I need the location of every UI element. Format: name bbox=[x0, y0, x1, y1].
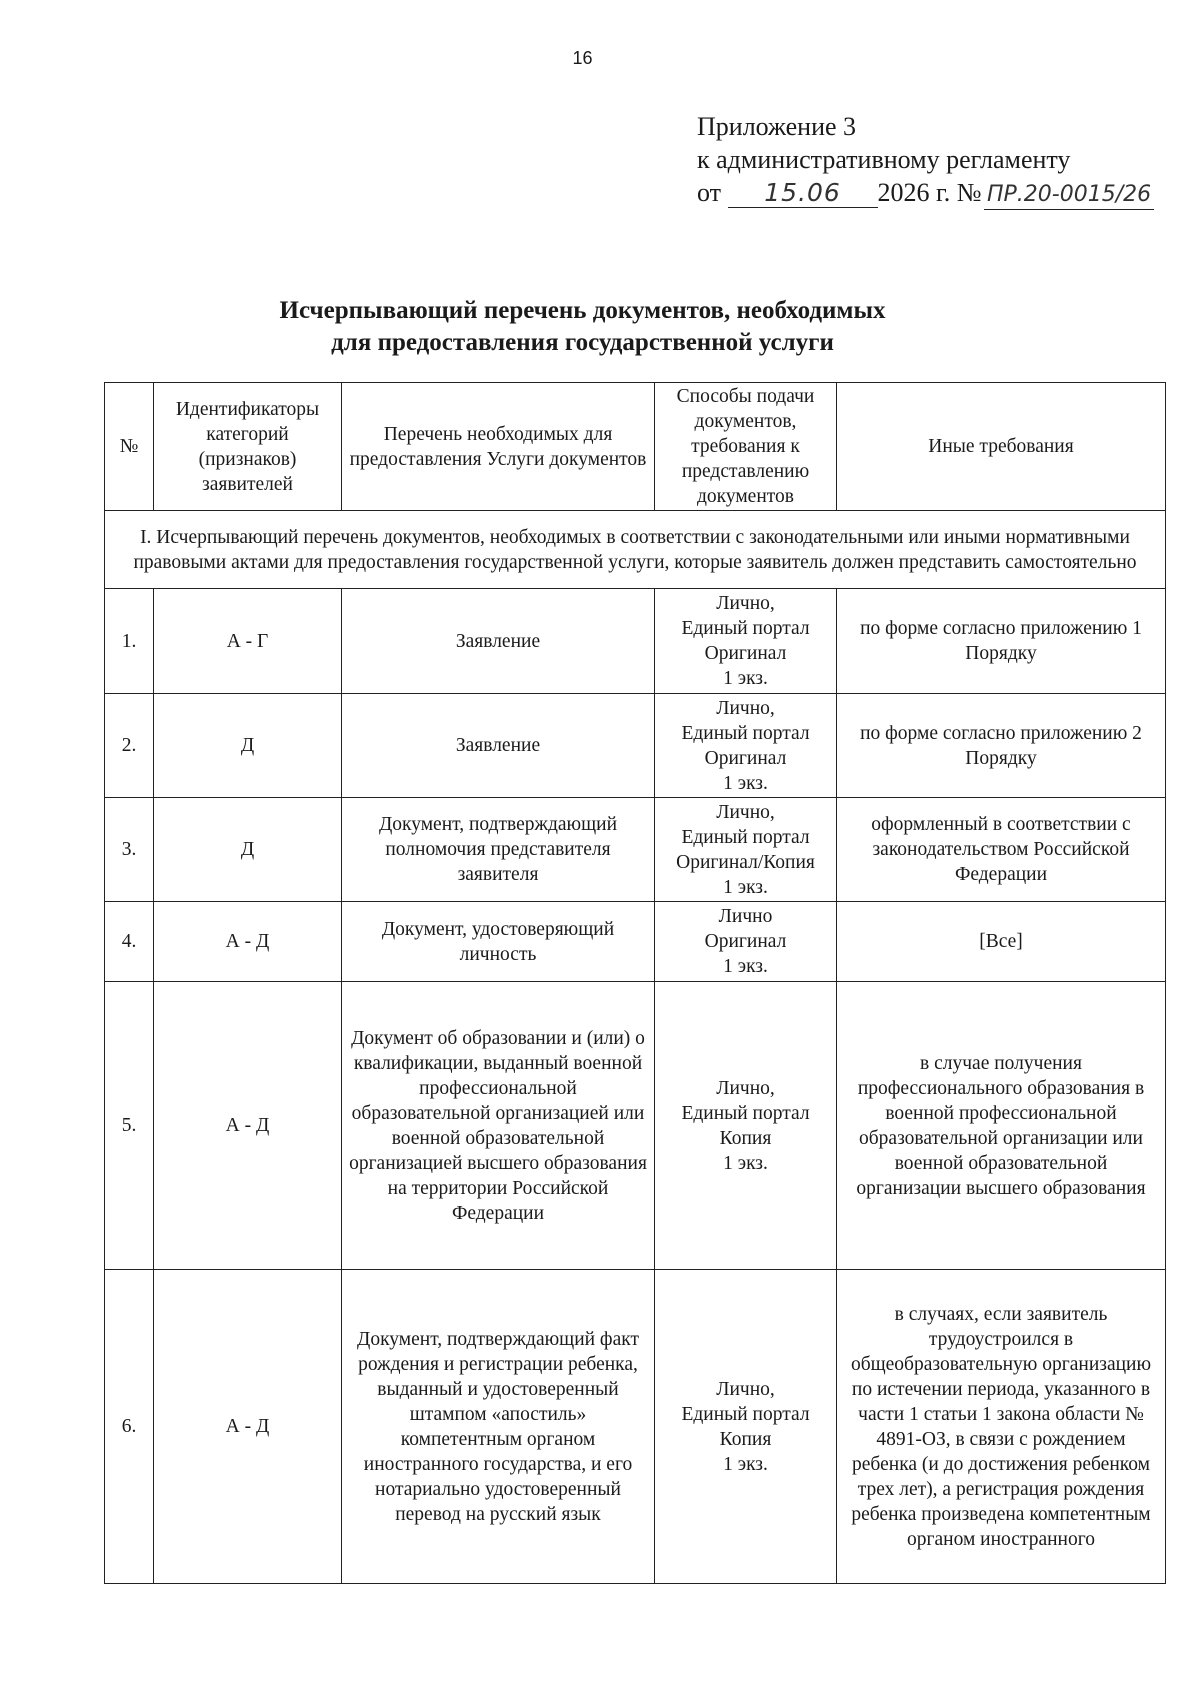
table-row bbox=[105, 589, 1166, 694]
row-requirements: в случае получения профессионального образования в военной профессиональной образовательной организации или военной образовательной организации высшего образования bbox=[837, 982, 1166, 1270]
method-line: Лично, bbox=[716, 1077, 775, 1099]
handwritten-number: ПР.20-0015/26 bbox=[987, 182, 1152, 207]
table-row bbox=[105, 694, 1166, 798]
method-line: Единый портал bbox=[681, 722, 810, 744]
method-line: Единый портал bbox=[681, 618, 810, 639]
document-title bbox=[0, 295, 1165, 359]
method-line: Копия bbox=[719, 1428, 772, 1450]
row-document: Документ, подтверждающий полномочия представителя заявителя bbox=[342, 798, 655, 902]
row-methods bbox=[655, 902, 837, 982]
row-num: 6. bbox=[105, 1270, 154, 1584]
row-category: А - Д bbox=[154, 982, 342, 1270]
appendix-subtitle: к административному регламенту bbox=[697, 145, 1071, 174]
page-number: 16 bbox=[572, 48, 593, 68]
row-category: А - Д bbox=[154, 902, 342, 982]
method-line: 1 экз. bbox=[723, 772, 768, 794]
header-categories: Идентификаторы категорий (признаков) заявителей bbox=[154, 383, 342, 511]
appendix-date-line bbox=[697, 176, 1154, 210]
row-methods bbox=[655, 589, 837, 694]
row-num: 5. bbox=[105, 982, 154, 1270]
method-line: 1 экз. bbox=[723, 876, 768, 898]
number-blank bbox=[984, 179, 1154, 210]
header-row bbox=[105, 383, 1166, 511]
header-num: № bbox=[105, 383, 154, 511]
row-num: 3. bbox=[105, 798, 154, 902]
section-title: I. Исчерпывающий перечень документов, необходимых в соответствии с законодательными или иными нормативными правовыми актами для предоставления государственной услуги, которые заявитель должен представить самостоятельно bbox=[105, 511, 1166, 589]
method-line: Единый портал bbox=[681, 826, 810, 848]
table-row bbox=[105, 982, 1166, 1270]
row-methods bbox=[655, 798, 837, 902]
method-line: Копия bbox=[719, 1127, 772, 1149]
handwritten-date: 15.06 bbox=[764, 178, 841, 207]
method-line: 1 экз. bbox=[723, 1152, 768, 1174]
method-line: 1 экз. bbox=[723, 1453, 768, 1475]
row-category: А - Д bbox=[154, 1270, 342, 1584]
table-row bbox=[105, 798, 1166, 902]
header-requirements: Иные требования bbox=[837, 383, 1166, 511]
row-methods bbox=[655, 1270, 837, 1584]
row-requirements: [Все] bbox=[837, 902, 1166, 982]
row-document: Документ, подтверждающий факт рождения и регистрации ребенка, выданный и удостоверенный штампом «апостиль» компетентным органом иностранного государства, и его нотариально удостоверенный перевод на русский язык bbox=[342, 1270, 655, 1584]
date-prefix: от bbox=[697, 178, 722, 207]
row-methods bbox=[655, 694, 837, 798]
row-category: Д bbox=[154, 798, 342, 902]
method-line: Лично bbox=[718, 906, 773, 927]
method-line: Оригинал/Копия bbox=[676, 851, 815, 873]
appendix-header bbox=[697, 110, 1154, 210]
method-line: Оригинал bbox=[704, 643, 787, 664]
row-document: Документ, удостоверяющий личность bbox=[342, 902, 655, 982]
row-document: Заявление bbox=[342, 589, 655, 694]
documents-table bbox=[104, 382, 1166, 1584]
header-methods: Способы подачи документов, требования к представлению документов bbox=[655, 383, 837, 511]
table-row bbox=[105, 1270, 1166, 1584]
method-line: Единый портал bbox=[681, 1102, 810, 1124]
row-requirements: в случаях, если заявитель трудоустроился в общеобразовательную организацию по истечении периода, указанного в части 1 статьи 1 закона области № 4891-ОЗ, в связи с рождением ребенка (и до достижения ребенком трех лет), а регистрация рождения ребенка произведена компетентным органом иностранного bbox=[837, 1270, 1166, 1584]
date-blank bbox=[728, 179, 878, 208]
row-num: 1. bbox=[105, 589, 154, 694]
row-document: Документ об образовании и (или) о квалификации, выданный военной профессиональной образовательной организацией или военной образовательной организацией высшего образования на территории Российской Федерации bbox=[342, 982, 655, 1270]
section-row bbox=[105, 511, 1166, 589]
year-text: 2026 г. № bbox=[877, 178, 982, 207]
row-category: А - Г bbox=[154, 589, 342, 694]
appendix-title: Приложение 3 bbox=[697, 112, 857, 141]
header-documents: Перечень необходимых для предоставления Услуги документов bbox=[342, 383, 655, 511]
row-num: 4. bbox=[105, 902, 154, 982]
row-methods bbox=[655, 982, 837, 1270]
method-line: Оригинал bbox=[704, 931, 787, 952]
row-document: Заявление bbox=[342, 694, 655, 798]
method-line: Лично, bbox=[716, 697, 775, 719]
method-line: 1 экз. bbox=[723, 668, 768, 689]
method-line: Лично, bbox=[716, 801, 775, 823]
title-line-2: для предоставления государственной услуги bbox=[331, 329, 834, 356]
title-line-1: Исчерпывающий перечень документов, необходимых bbox=[279, 297, 886, 324]
method-line: 1 экз. bbox=[723, 956, 768, 977]
table-row bbox=[105, 902, 1166, 982]
row-requirements: по форме согласно приложению 1 Порядку bbox=[837, 589, 1166, 694]
row-requirements: по форме согласно приложению 2 Порядку bbox=[837, 694, 1166, 798]
method-line: Лично, bbox=[716, 1378, 775, 1400]
method-line: Оригинал bbox=[704, 747, 787, 769]
row-category: Д bbox=[154, 694, 342, 798]
method-line: Единый портал bbox=[681, 1403, 810, 1425]
row-num: 2. bbox=[105, 694, 154, 798]
method-line: Лично, bbox=[716, 593, 775, 614]
row-requirements: оформленный в соответствии с законодательством Российской Федерации bbox=[837, 798, 1166, 902]
